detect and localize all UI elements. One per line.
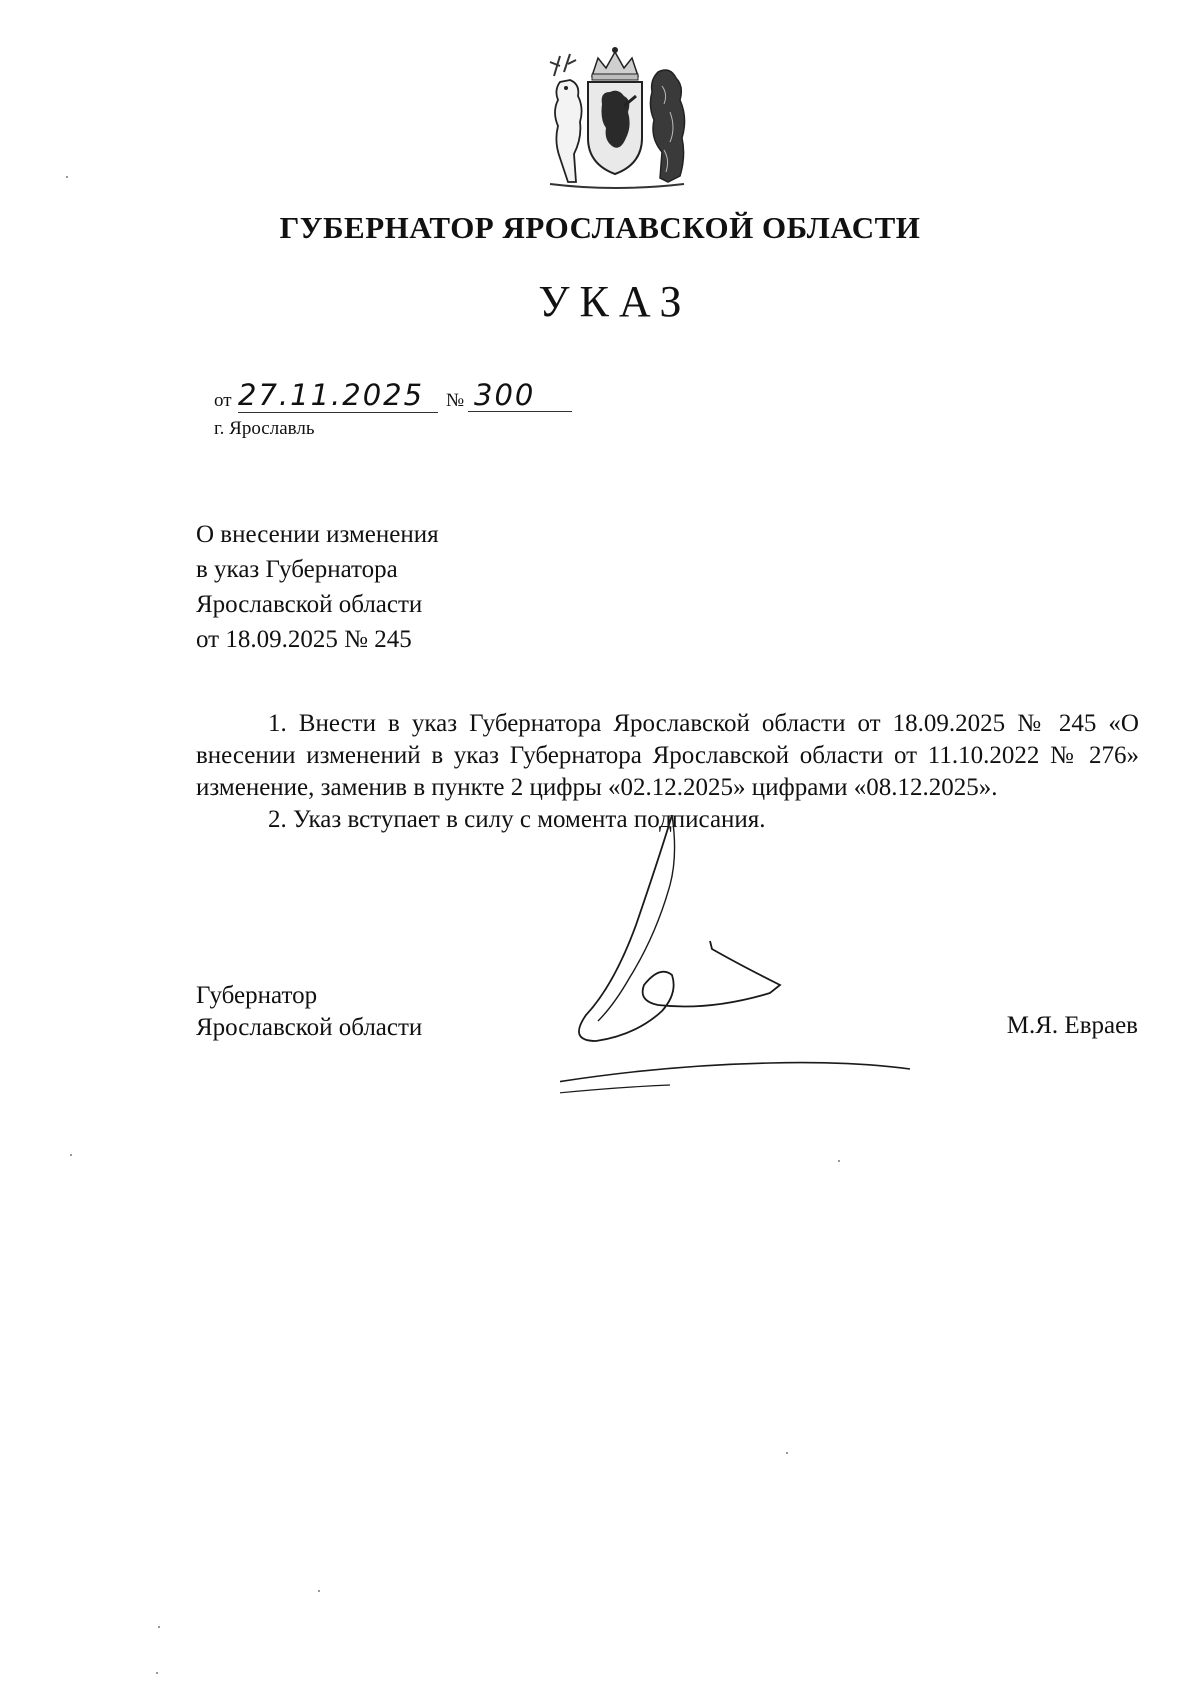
scan-speck xyxy=(156,1672,158,1674)
scan-speck xyxy=(786,1452,788,1454)
subject-line: от 18.09.2025 № 245 xyxy=(196,626,412,653)
number-label: № xyxy=(446,390,465,411)
handwritten-number: 300 xyxy=(468,378,572,412)
signatory-title xyxy=(196,980,422,1044)
signatory-name: М.Я. Евраев xyxy=(1006,1012,1138,1039)
coat-of-arms-icon xyxy=(540,42,690,190)
signatory-title-line: Губернатор xyxy=(196,982,318,1009)
handwritten-date: 27.11.2025 xyxy=(238,378,438,413)
issuing-authority-heading: ГУБЕРНАТОР ЯРОСЛАВСКОЙ ОБЛАСТИ xyxy=(279,210,921,245)
signatory-title-line: Ярославской области xyxy=(196,1014,423,1041)
subject-line: Ярославской области xyxy=(196,591,423,618)
document-type-title: УКАЗ xyxy=(538,277,692,326)
paragraph-2: 2. Указ вступает в силу с момента подписания. xyxy=(268,806,766,833)
scan-speck xyxy=(318,1590,320,1592)
subject-block xyxy=(196,517,439,657)
city-line: г. Ярославль xyxy=(214,418,315,439)
date-prefix: от xyxy=(214,390,232,411)
date-number-line xyxy=(214,378,574,418)
handwritten-signature-icon xyxy=(560,815,940,1095)
scan-speck xyxy=(66,176,68,178)
paragraph-1: 1. Внести в указ Губернатора Ярославской области от 18.09.2025 № 245 «О внесении изменений в указ Губернатора Ярославской области от 11.10.2022 № 276» изменение, заменив в пункте 2 цифры «02.12.2025» цифрами «08.12.2025». xyxy=(196,710,1139,801)
subject-line: в указ Губернатора xyxy=(196,556,398,583)
scan-speck xyxy=(838,1160,840,1162)
scan-speck xyxy=(70,1154,72,1156)
subject-line: О внесении изменения xyxy=(196,521,439,548)
scan-speck xyxy=(158,1626,160,1628)
